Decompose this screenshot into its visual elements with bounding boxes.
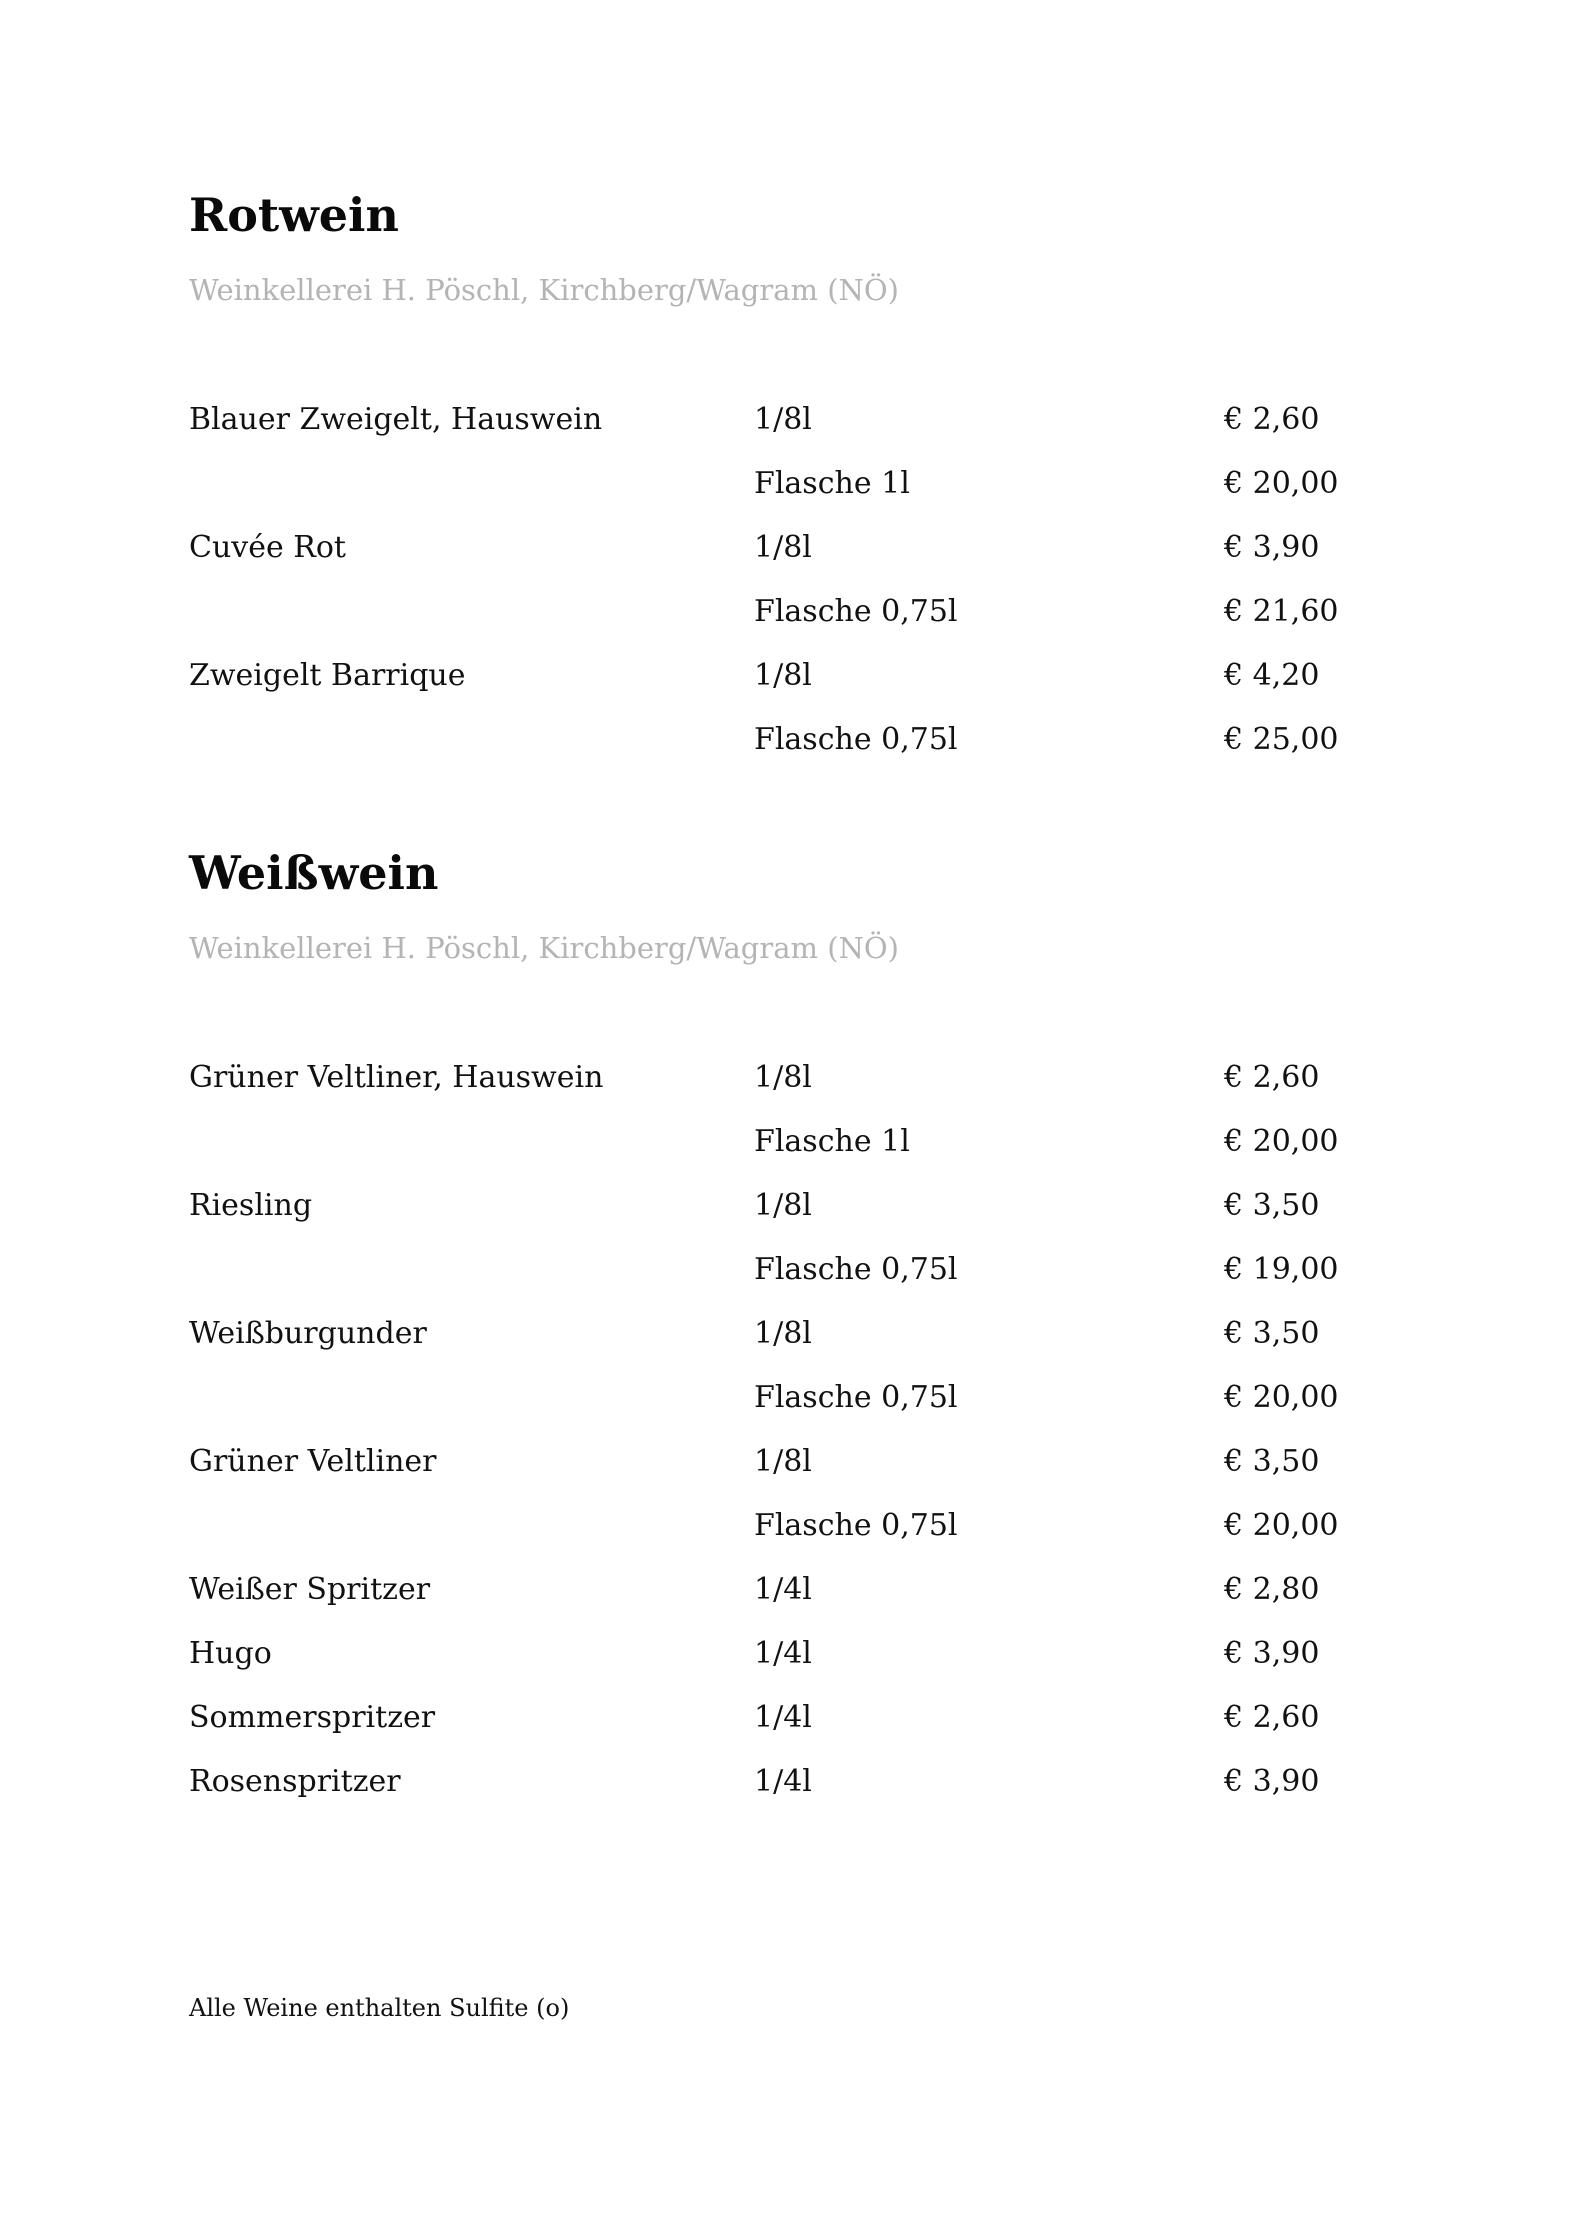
section-subtitle-rotwein: Weinkellerei H. Pöschl, Kirchberg/Wagram (NÖ) xyxy=(189,273,899,307)
wine-price: € 20,00 xyxy=(1224,466,1339,501)
section-subtitle-weisswein: Weinkellerei H. Pöschl, Kirchberg/Wagram (NÖ) xyxy=(189,931,899,965)
menu-row xyxy=(189,656,1409,720)
menu-row xyxy=(189,464,1409,528)
wine-price: € 3,50 xyxy=(1224,1316,1320,1351)
wine-size: Flasche 1l xyxy=(754,1124,910,1159)
wine-price: € 19,00 xyxy=(1224,1252,1339,1287)
wine-price: € 25,00 xyxy=(1224,722,1339,757)
wine-size: 1/4l xyxy=(754,1764,812,1799)
wine-price: € 21,60 xyxy=(1224,594,1339,629)
wine-size: Flasche 0,75l xyxy=(754,1380,958,1415)
wine-size: 1/4l xyxy=(754,1700,812,1735)
section-title-rotwein: Rotwein xyxy=(189,188,399,242)
wine-name: Hugo xyxy=(189,1636,272,1671)
wine-price: € 3,90 xyxy=(1224,1636,1320,1671)
wine-size: 1/8l xyxy=(754,402,812,437)
wine-size: 1/8l xyxy=(754,530,812,565)
wine-price: € 20,00 xyxy=(1224,1124,1339,1159)
wine-price: € 2,60 xyxy=(1224,1060,1320,1095)
wine-name: Cuvée Rot xyxy=(189,530,346,565)
menu-row xyxy=(189,1506,1409,1570)
wine-price: € 2,60 xyxy=(1224,1700,1320,1735)
wine-size: 1/8l xyxy=(754,1316,812,1351)
section-title-weisswein: Weißwein xyxy=(189,846,439,900)
menu-row xyxy=(189,1634,1409,1698)
wine-name: Rosenspritzer xyxy=(189,1764,401,1799)
wine-size: Flasche 1l xyxy=(754,466,910,501)
wine-name: Weißburgunder xyxy=(189,1316,427,1351)
menu-row xyxy=(189,1058,1409,1122)
wine-name: Weißer Spritzer xyxy=(189,1572,431,1607)
menu-row xyxy=(189,400,1409,464)
sulfite-footnote: Alle Weine enthalten Sulfite (o) xyxy=(189,1994,570,2022)
wine-price: € 20,00 xyxy=(1224,1380,1339,1415)
menu-row xyxy=(189,1186,1409,1250)
menu-row xyxy=(189,1378,1409,1442)
wine-price: € 2,80 xyxy=(1224,1572,1320,1607)
wine-price: € 20,00 xyxy=(1224,1508,1339,1543)
menu-row xyxy=(189,720,1409,784)
wine-size: Flasche 0,75l xyxy=(754,1508,958,1543)
wine-price: € 3,50 xyxy=(1224,1188,1320,1223)
wine-name: Grüner Veltliner xyxy=(189,1444,437,1479)
wine-price: € 2,60 xyxy=(1224,402,1320,437)
menu-row xyxy=(189,1762,1409,1826)
wine-price: € 3,90 xyxy=(1224,530,1320,565)
wine-price: € 3,90 xyxy=(1224,1764,1320,1799)
wine-size: Flasche 0,75l xyxy=(754,594,958,629)
wine-name: Zweigelt Barrique xyxy=(189,658,466,693)
wine-size: Flasche 0,75l xyxy=(754,722,958,757)
menu-row xyxy=(189,1250,1409,1314)
wine-size: 1/8l xyxy=(754,1060,812,1095)
wine-name: Riesling xyxy=(189,1188,313,1223)
wine-size: 1/8l xyxy=(754,658,812,693)
menu-row xyxy=(189,1698,1409,1762)
wine-size: 1/8l xyxy=(754,1444,812,1479)
menu-row xyxy=(189,528,1409,592)
wine-size: 1/4l xyxy=(754,1636,812,1671)
menu-row xyxy=(189,1314,1409,1378)
menu-row xyxy=(189,592,1409,656)
wine-size: 1/4l xyxy=(754,1572,812,1607)
wine-name: Sommerspritzer xyxy=(189,1700,436,1735)
wine-size: 1/8l xyxy=(754,1188,812,1223)
wine-price: € 3,50 xyxy=(1224,1444,1320,1479)
wine-name: Grüner Veltliner, Hauswein xyxy=(189,1060,604,1095)
wine-name: Blauer Zweigelt, Hauswein xyxy=(189,402,603,437)
menu-row xyxy=(189,1442,1409,1506)
wine-price: € 4,20 xyxy=(1224,658,1320,693)
menu-row xyxy=(189,1122,1409,1186)
wine-size: Flasche 0,75l xyxy=(754,1252,958,1287)
menu-row xyxy=(189,1570,1409,1634)
